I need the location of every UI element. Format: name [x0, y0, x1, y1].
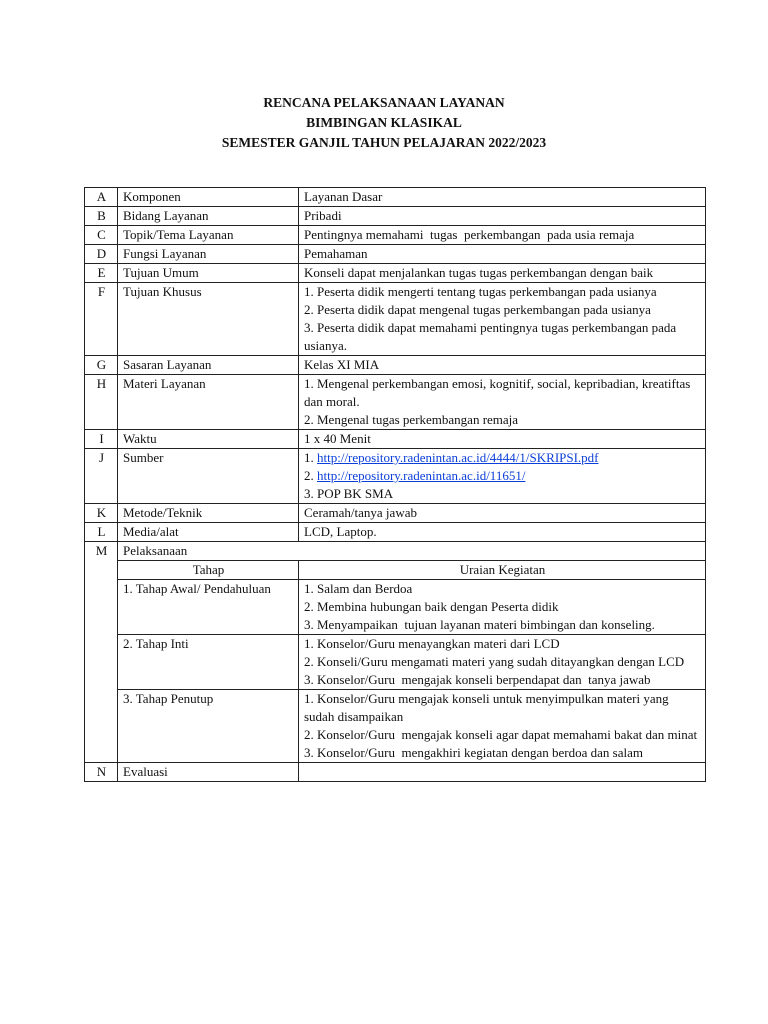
row-code: E [85, 264, 118, 283]
list-item: 2. Konselor/Guru mengajak konseli agar dapat memahami bakat dan minat [304, 727, 698, 742]
source-item-2 [304, 467, 701, 485]
row-label: Materi Layanan [118, 375, 299, 430]
list-item: 3. Peserta didik dapat memahami pentingnya tugas perkembangan pada usianya. [304, 320, 677, 353]
row-code: B [85, 207, 118, 226]
row-code: F [85, 283, 118, 356]
row-tujuan-khusus [85, 283, 706, 356]
row-fungsi-layanan [85, 245, 706, 264]
rpl-table [84, 187, 706, 782]
row-label: Evaluasi [118, 763, 299, 782]
document-title [0, 93, 768, 153]
list-item: 1. Mengenal perkembangan emosi, kognitif, social, kepribadian, kreatiftas dan moral. [304, 376, 691, 409]
row-code: C [85, 226, 118, 245]
list-item: 2. Konseli/Guru mengamati materi yang sudah ditayangkan dengan LCD [304, 654, 685, 669]
row-code: D [85, 245, 118, 264]
title-line-3: SEMESTER GANJIL TAHUN PELAJARAN 2022/2023 [221, 135, 547, 150]
row-materi-layanan [85, 375, 706, 430]
row-label: Bidang Layanan [118, 207, 299, 226]
stage-name: 2. Tahap Inti [118, 635, 299, 690]
column-header-uraian: Uraian Kegiatan [299, 561, 706, 580]
row-value [299, 763, 706, 782]
source-item-1 [304, 449, 701, 467]
column-header-tahap: Tahap [118, 561, 299, 580]
row-value [299, 449, 706, 504]
row-value: Layanan Dasar [299, 188, 706, 207]
row-code: I [85, 430, 118, 449]
list-item: 2. Mengenal tugas perkembangan remaja [304, 412, 519, 427]
row-value: Kelas XI MIA [299, 356, 706, 375]
source-prefix: 1. [304, 450, 317, 465]
row-sumber [85, 449, 706, 504]
row-topik [85, 226, 706, 245]
list-item: 1. Konselor/Guru menayangkan materi dari LCD [304, 636, 560, 651]
row-label: Komponen [118, 188, 299, 207]
source-item-3: 3. POP BK SMA [304, 486, 394, 501]
stage-name: 3. Tahap Penutup [118, 690, 299, 763]
row-metode-teknik [85, 504, 706, 523]
row-value: Pribadi [299, 207, 706, 226]
list-item: 1. Konselor/Guru mengajak konseli untuk menyimpulkan materi yang sudah disampaikan [304, 691, 669, 724]
row-code: J [85, 449, 118, 504]
row-value: Pentingnya memahami tugas perkembangan pada usia remaja [299, 226, 706, 245]
stage-activities [299, 580, 706, 635]
stage-activities [299, 690, 706, 763]
row-label: Sumber [118, 449, 299, 504]
row-label: Tujuan Umum [118, 264, 299, 283]
row-tujuan-umum [85, 264, 706, 283]
row-code: M [85, 542, 118, 763]
row-value [299, 283, 706, 356]
row-bidang-layanan [85, 207, 706, 226]
row-label: Metode/Teknik [118, 504, 299, 523]
list-item: 2. Membina hubungan baik dengan Peserta didik [304, 599, 559, 614]
title-line-2: BIMBINGAN KLASIKAL [306, 115, 462, 130]
row-label: Waktu [118, 430, 299, 449]
source-prefix: 2. [304, 468, 317, 483]
row-value: 1 x 40 Menit [299, 430, 706, 449]
row-value: Ceramah/tanya jawab [299, 504, 706, 523]
row-value: Pemahaman [299, 245, 706, 264]
row-value: Konseli dapat menjalankan tugas tugas perkembangan dengan baik [299, 264, 706, 283]
row-waktu [85, 430, 706, 449]
row-label: Sasaran Layanan [118, 356, 299, 375]
row-label: Pelaksanaan [118, 542, 706, 561]
list-item: 1. Peserta didik mengerti tentang tugas perkembangan pada usianya [304, 284, 657, 299]
row-value: LCD, Laptop. [299, 523, 706, 542]
stage-name: 1. Tahap Awal/ Pendahuluan [118, 580, 299, 635]
row-code: K [85, 504, 118, 523]
list-item: 3. Menyampaikan tujuan layanan materi bimbingan dan konseling. [304, 617, 655, 632]
row-code: L [85, 523, 118, 542]
stage-row-penutup [85, 690, 706, 763]
row-value [299, 375, 706, 430]
pelaksanaan-header-row [85, 561, 706, 580]
row-code: H [85, 375, 118, 430]
row-komponen [85, 188, 706, 207]
stage-activities [299, 635, 706, 690]
list-item: 2. Peserta didik dapat mengenal tugas perkembangan pada usianya [304, 302, 651, 317]
source-link-1[interactable]: http://repository.radenintan.ac.id/4444/1/SKRIPSI.pdf [317, 450, 599, 465]
row-code: G [85, 356, 118, 375]
title-line-1: RENCANA PELAKSANAAN LAYANAN [263, 95, 505, 110]
row-evaluasi [85, 763, 706, 782]
row-label: Topik/Tema Layanan [118, 226, 299, 245]
row-label: Tujuan Khusus [118, 283, 299, 356]
row-code: A [85, 188, 118, 207]
stage-row-awal [85, 580, 706, 635]
row-code: N [85, 763, 118, 782]
stage-row-inti [85, 635, 706, 690]
list-item: 1. Salam dan Berdoa [304, 581, 413, 596]
source-link-2[interactable]: http://repository.radenintan.ac.id/11651/ [317, 468, 526, 483]
row-label: Media/alat [118, 523, 299, 542]
row-pelaksanaan [85, 542, 706, 561]
list-item: 3. Konselor/Guru mengajak konseli berpendapat dan tanya jawab [304, 672, 651, 687]
row-label: Fungsi Layanan [118, 245, 299, 264]
list-item: 3. Konselor/Guru mengakhiri kegiatan dengan berdoa dan salam [304, 745, 643, 760]
row-sasaran-layanan [85, 356, 706, 375]
row-media-alat [85, 523, 706, 542]
